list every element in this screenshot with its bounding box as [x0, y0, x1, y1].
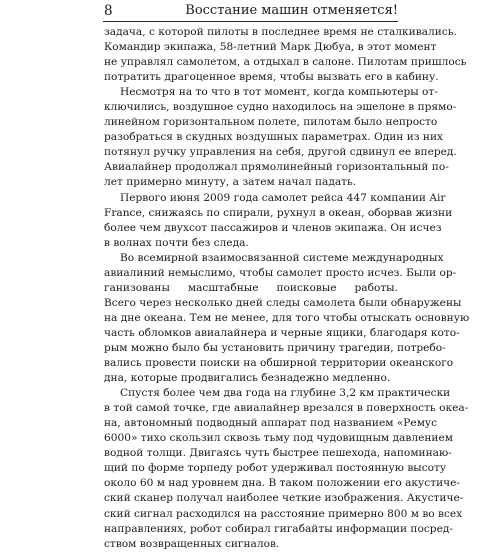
text-line: Спустя более чем два года на глубине 3,2 км практически [120, 387, 451, 400]
text-line: Авиалайнер продолжал прямолинейный горизонтальный по- [104, 161, 449, 174]
header-rule [103, 21, 398, 22]
running-title: Восстание машин отменяется! [185, 3, 398, 18]
text-line: щий по форме торпеду робот удерживал постоянную высоту [104, 462, 447, 475]
text-line: вались провести поиски на обширной территории океанского [104, 357, 454, 370]
text-line: потянул ручку управления на себя, другой сдвинул ее вперед. [104, 146, 457, 159]
text-line: авиалиний немыслимо, чтобы самолет просто исчез. Были ор- [104, 266, 457, 279]
text-line: на, автономный подводный аппарат под названием «Ремус [104, 417, 438, 430]
text-line: задача, с которой пилоты в последнее время не сталкивались. [104, 26, 457, 38]
text-line: ганизованы масштабные поисковые работы. [104, 281, 398, 294]
text-line: не управлял самолетом, а отдыхал в салоне. Пилотам пришлось [104, 56, 467, 69]
text-line: Во всемирной взаимосвязанной системе международных [120, 251, 444, 264]
text-line: на дне океана. Тем не менее, для того чтобы отыскать основную [104, 311, 470, 324]
text-line: линейном горизонтальном полете, пилотам было непросто [104, 116, 438, 129]
text-line: направлениях, робот собирал гигабайты информации посред- [104, 522, 453, 535]
text-line: Несмотря на то что в тот момент, когда компьютеры от- [120, 86, 438, 99]
text-line: часть обломков авиалайнера и черные ящики, благодаря кото- [104, 326, 460, 339]
body-text [104, 25, 470, 552]
text-line: лет примерно минуту, а затем начал падать. [104, 176, 357, 189]
text-line: ский сканер получал наиболее четкие изображения. Акустиче- [104, 492, 464, 505]
text-line: ством возвращенных сигналов. [104, 537, 280, 550]
text-line: Командир экипажа, 58-летний Марк Дюбуа, в этот момент [104, 41, 437, 54]
text-line: Первого июня 2009 года самолет рейса 447 компании Air [120, 191, 446, 204]
page-number: 8 [104, 3, 113, 19]
text-line: разобраться в скудных воздушных параметрах. Один из них [104, 131, 444, 144]
running-header [0, 0, 500, 22]
text-line: 6000» тихо скользил сквозь тьму под чудовищным давлением [104, 432, 453, 445]
text-line: более чем двухсот пассажиров и членов экипажа. Он исчез [104, 221, 442, 234]
text-line: рым можно было бы установить причину трагедии, потребо- [104, 341, 446, 354]
text-line: Всего через несколько дней следы самолета были обнаружены [104, 296, 462, 309]
text-line: дна, которые продвигались безнадежно медленно. [104, 372, 391, 385]
text-line: около 60 м над уровнем дна. В таком положении его акустиче- [104, 477, 460, 490]
text-line: France, снижаясь по спирали, рухнул в океан, оборвав жизни [104, 206, 453, 219]
text-line: ский сигнал расходился на расстояние примерно 800 м во всех [104, 507, 463, 520]
text-line: в той самой точке, где авиалайнер врезался в поверхность океа- [104, 402, 469, 415]
text-line: потратить драгоценное время, чтобы вызвать его в кабину. [104, 71, 439, 84]
text-line: в волнах почти без следа. [104, 236, 249, 249]
text-line: водной толщи. Двигаясь чуть быстрее пешехода, напоминаю- [104, 447, 452, 460]
text-line: ключились, воздушное судно находилось на эшелоне в прямо- [104, 101, 457, 114]
